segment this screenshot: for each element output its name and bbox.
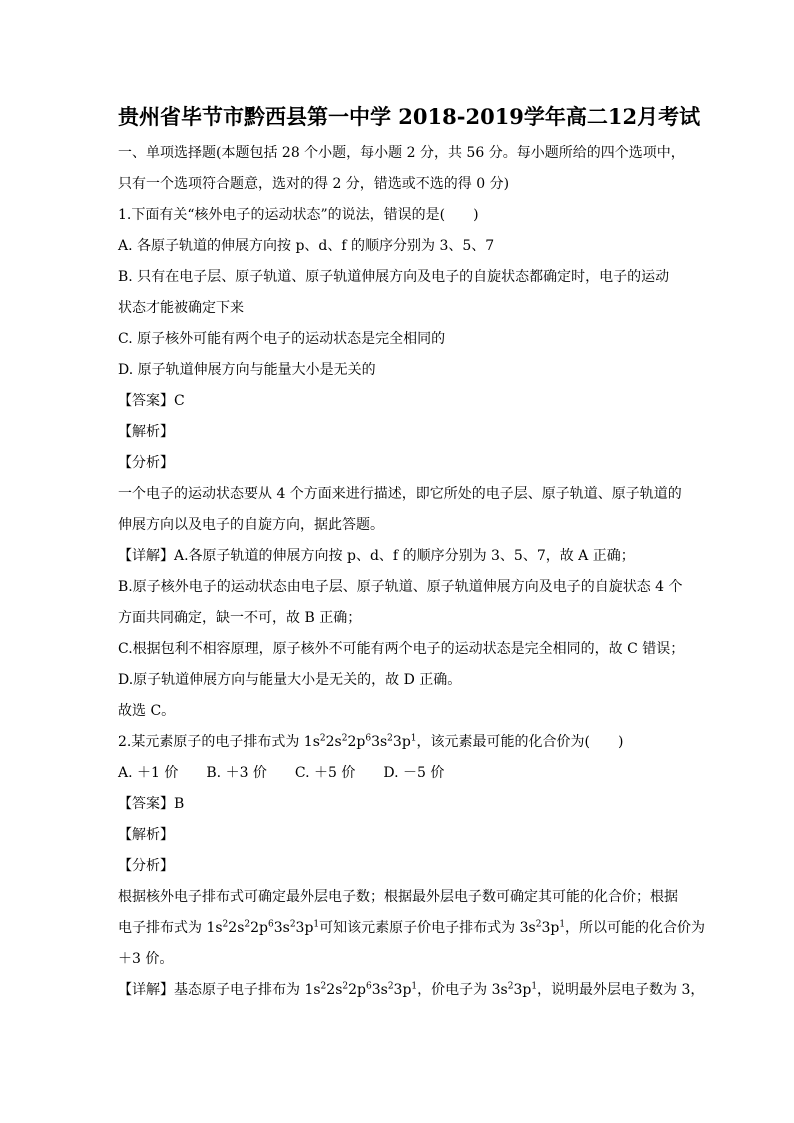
q2-analysis2-pre: 电子排布式为 1s <box>118 920 223 936</box>
q2-analysis-line3: ＋3 价。 <box>118 951 174 967</box>
section-heading-line2: 只有一个选项符合题意，选对的得 2 分，错选或不选的得 0 分) <box>118 176 510 192</box>
detail-tag: 【详解】 <box>118 548 174 564</box>
q2-stem-pre: 2.某元素原子的电子排布式为 1s <box>118 734 320 750</box>
q1-detail-line5: D.原子轨道伸展方向与能量大小是无关的，故 D 正确。 <box>118 672 462 688</box>
q2-option-c: C. ＋5 价 <box>294 765 356 781</box>
q2-analysis-line1: 根据核外电子排布式可确定最外层电子数；根据最外层电子数可确定其可能的化合价；根据 <box>118 889 678 905</box>
jiexi-tag: 【解析】 <box>118 424 174 440</box>
answer-tag: 【答案】 <box>118 796 174 812</box>
answer-value: B <box>174 796 185 812</box>
q1-option-c: C. 原子核外可能有两个电子的运动状态是完全相同的 <box>118 331 446 347</box>
q1-detail-line1 <box>118 541 676 572</box>
q2-option-d: D. －5 价 <box>383 765 445 781</box>
q1-detail-line3: 方面共同确定，缺一不可，故 B 正确； <box>118 610 362 626</box>
answer-tag: 【答案】 <box>118 393 174 409</box>
q2-stem-post: ，该元素最可能的化合价为( ) <box>416 734 624 750</box>
q1-answer <box>118 386 676 417</box>
q2-detail-pre: 基态原子电子排布为 1s <box>174 982 321 998</box>
jiexi-tag: 【解析】 <box>118 827 174 843</box>
q1-option-d: D. 原子轨道伸展方向与能量大小是无关的 <box>118 362 376 378</box>
q1-option-b-line2: 状态才能被确定下来 <box>118 300 244 316</box>
q2-analysis2-mid: 可知该元素原子价电子排布式为 3s <box>319 920 536 936</box>
detail-tag: 【详解】 <box>118 982 174 998</box>
answer-value: C <box>174 393 185 409</box>
q1-detail-line4: C.根据包利不相容原理，原子核外不可能有两个电子的运动状态是完全相同的，故 C 错误； <box>118 641 685 657</box>
q2-stem: 2.某元素原子的电子排布式为 $1s^22s^22p^63s^23p^1$，该元素最可能的化合价为( ) <box>118 733 624 750</box>
q2-answer <box>118 789 676 820</box>
page-title: 贵州省毕节市黔西县第一中学 2018-2019学年高二12月考试 <box>118 104 701 129</box>
q2-analysis-line2: 电子排布式为 $1s^22s^22p^63s^23p^1$可知该元素原子价电子排布式为 $3s^23p^1$，所以可能的化合价为 <box>118 919 706 936</box>
q1-detail-line2: B.原子核外电子的运动状态由电子层、原子轨道、原子轨道伸展方向及电子的自旋状态 4 个 <box>118 579 683 595</box>
q2-options <box>118 758 676 789</box>
q2-analysis2-post: ，所以可能的化合价为 <box>565 920 706 936</box>
q1-option-b-line1: B. 只有在电子层、原子轨道、原子轨道伸展方向及电子的自旋状态都确定时，电子的运动 <box>118 269 670 285</box>
q2-detail-post: ，说明最外层电子数为 3， <box>537 982 705 998</box>
q1-analysis-line2: 伸展方向以及电子的自旋方向，据此答题。 <box>118 517 384 533</box>
q2-detail-line1: 【详解】基态原子电子排布为 $1s^22s^22p^63s^23p^1$，价电子为 $3s^23p^1$，说明最外层电子数为 3， <box>118 981 705 998</box>
q2-option-b: B. ＋3 价 <box>206 765 267 781</box>
q1-stem: 1.下面有关“核外电子的运动状态”的说法，错误的是( ) <box>118 207 479 223</box>
q2-option-a: A. ＋1 价 <box>118 765 179 781</box>
q2-detail-mid: ，价电子为 3s <box>417 982 508 998</box>
q1-analysis-line1: 一个电子的运动状态要从 4 个方面来进行描述，即它所处的电子层、原子轨道、原子轨道的 <box>118 486 682 502</box>
q2-fenxi-tag <box>118 851 676 882</box>
detail-text: A.各原子轨道的伸展方向按 p、d、f 的顺序分别为 3、5、7，故 A 正确； <box>174 548 635 564</box>
q2-jiexi-tag <box>118 820 676 851</box>
fenxi-tag: 【分析】 <box>118 858 174 874</box>
q1-fenxi-tag <box>118 448 676 479</box>
fenxi-tag: 【分析】 <box>118 455 174 471</box>
q1-jiexi-tag <box>118 417 676 448</box>
section-heading-line1: 一、单项选择题(本题包括 28 个小题，每小题 2 分，共 56 分。每小题所给的四个选项中， <box>118 145 685 161</box>
q1-conclusion: 故选 C。 <box>118 703 176 719</box>
q1-option-a: A. 各原子轨道的伸展方向按 p、d、f 的顺序分别为 3、5、7 <box>118 238 495 254</box>
